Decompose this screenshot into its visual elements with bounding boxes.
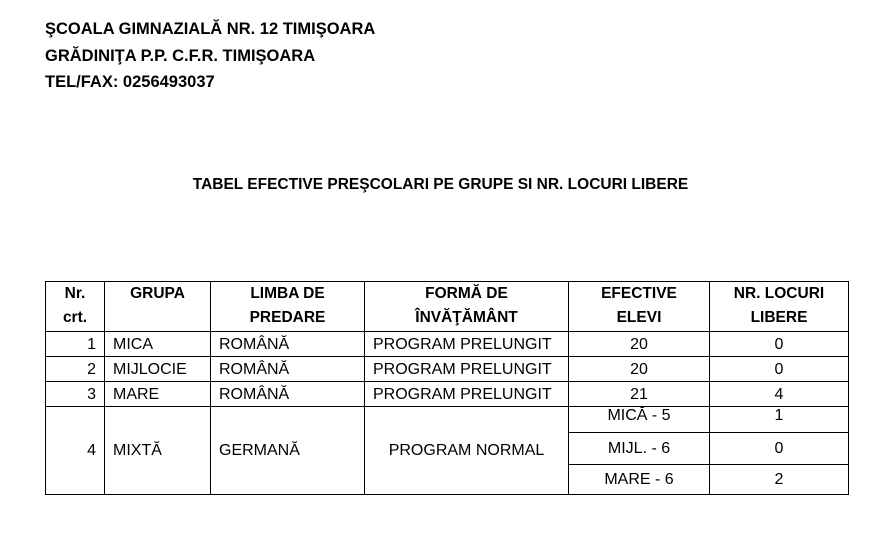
document-title: TABEL EFECTIVE PREŞCOLARI PE GRUPE SI NR. LOCURI LIBERE (192, 176, 689, 193)
table-header-row (46, 282, 849, 332)
cell-forma: PROGRAM PRELUNGIT (365, 332, 569, 357)
cell-locuri-subgroup: 1 (710, 407, 849, 433)
cell-limba: ROMÂNĂ (211, 332, 365, 357)
cell-limba: GERMANĂ (211, 407, 365, 495)
cell-efective: 20 (569, 332, 710, 357)
cell-locuri-subgroup: 0 (710, 433, 849, 465)
cell-efective-subgroup: MICĂ - 5 (569, 407, 710, 433)
school-header (45, 16, 375, 96)
cell-nr: 3 (46, 382, 105, 407)
cell-grupa: MIXTĂ (105, 407, 211, 495)
column-header-limba: LIMBA DE PREDARE (211, 282, 365, 332)
cell-forma: PROGRAM PRELUNGIT (365, 382, 569, 407)
cell-forma: PROGRAM PRELUNGIT (365, 357, 569, 382)
cell-nr: 4 (46, 407, 105, 495)
cell-limba: ROMÂNĂ (211, 357, 365, 382)
cell-locuri: 4 (710, 382, 849, 407)
cell-efective: 21 (569, 382, 710, 407)
enrollment-table (45, 281, 849, 495)
column-header-locuri: NR. LOCURI LIBERE (710, 282, 849, 332)
table-row-mixed (46, 407, 849, 433)
column-header-nr: Nr. crt. (46, 282, 105, 332)
column-header-efective: EFECTIVE ELEVI (569, 282, 710, 332)
school-name: ŞCOALA GIMNAZIALĂ NR. 12 TIMIŞOARA (45, 20, 376, 38)
cell-locuri: 0 (710, 332, 849, 357)
column-header-grupa: GRUPA (105, 282, 211, 332)
kindergarten-name: GRĂDINIŢA P.P. C.F.R. TIMIŞOARA (45, 46, 316, 65)
cell-limba: ROMÂNĂ (211, 382, 365, 407)
cell-grupa: MARE (105, 382, 211, 407)
cell-nr: 1 (46, 332, 105, 357)
cell-locuri-subgroup: 2 (710, 465, 849, 495)
table-row (46, 332, 849, 357)
cell-grupa: MIJLOCIE (105, 357, 211, 382)
cell-nr: 2 (46, 357, 105, 382)
cell-efective-subgroup: MIJL. - 6 (569, 433, 710, 465)
cell-efective-subgroup: MARE - 6 (569, 465, 710, 495)
contact-phone: TEL/FAX: 0256493037 (45, 73, 215, 91)
cell-forma: PROGRAM NORMAL (365, 407, 569, 495)
cell-efective: 20 (569, 357, 710, 382)
cell-locuri: 0 (710, 357, 849, 382)
cell-grupa: MICA (105, 332, 211, 357)
table-row (46, 357, 849, 382)
column-header-forma: FORMĂ DE ÎNVĂŢĂMÂNT (365, 282, 569, 332)
table-row (46, 382, 849, 407)
